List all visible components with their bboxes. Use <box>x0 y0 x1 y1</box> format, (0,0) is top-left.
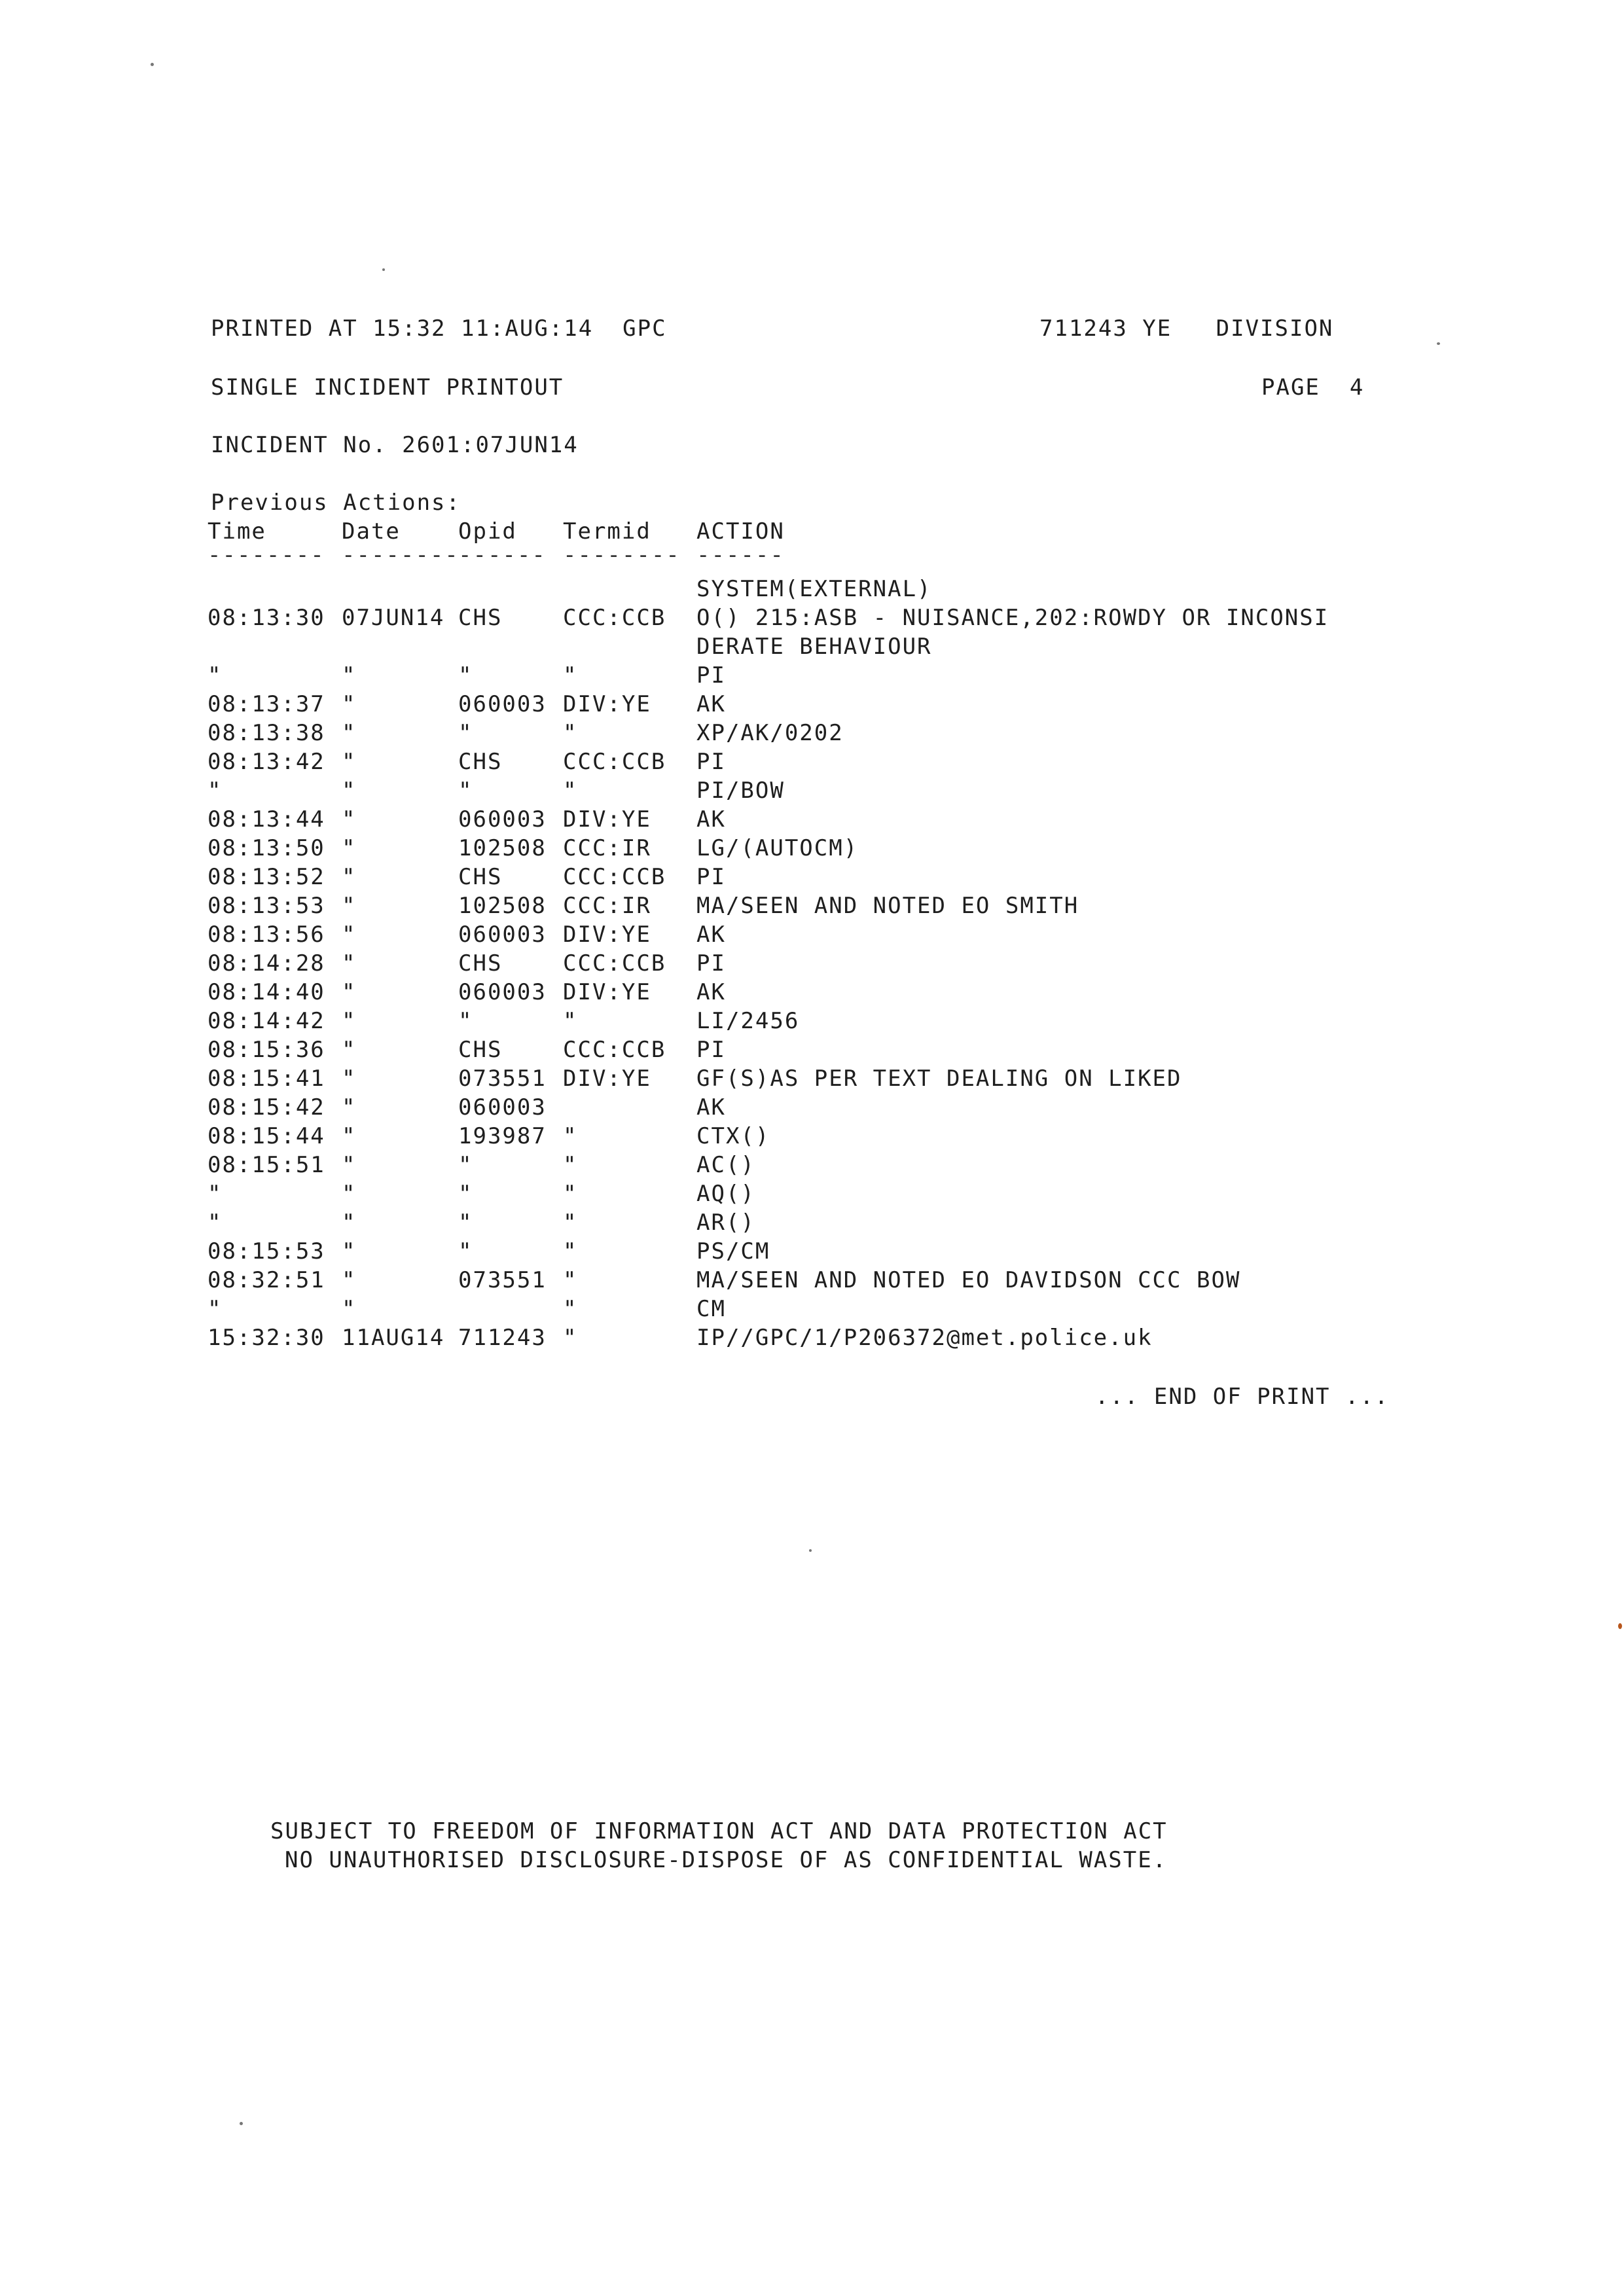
column-header-date: Date <box>342 518 401 545</box>
cell-action: AR() <box>696 1210 755 1236</box>
scan-speck <box>1437 342 1440 345</box>
cell-termid: " <box>563 1181 578 1207</box>
cell-time: 08:14:40 <box>208 979 325 1005</box>
cell-date: " <box>342 1037 357 1063</box>
cell-opid: " <box>458 1238 473 1265</box>
cell-termid: " <box>563 662 578 689</box>
cell-termid: " <box>563 1152 578 1178</box>
cell-time: " <box>208 1210 223 1236</box>
cell-termid: " <box>563 1325 578 1351</box>
cell-action: CM <box>696 1296 726 1322</box>
cell-time: 08:13:38 <box>208 720 325 746</box>
cell-date: " <box>342 1123 357 1149</box>
cell-action: LI/2456 <box>696 1008 800 1034</box>
cell-time: 08:13:37 <box>208 691 325 717</box>
cell-date: " <box>342 1296 357 1322</box>
cell-time: 08:15:36 <box>208 1037 325 1063</box>
cell-opid: " <box>458 662 473 689</box>
cell-date: " <box>342 950 357 977</box>
cell-termid: " <box>563 1210 578 1236</box>
cell-time: 08:15:51 <box>208 1152 325 1178</box>
cell-action: DERATE BEHAVIOUR <box>696 634 932 660</box>
cell-time: 08:13:52 <box>208 864 325 890</box>
cell-date: " <box>342 662 357 689</box>
cell-time: 08:14:28 <box>208 950 325 977</box>
scan-speck <box>151 63 154 66</box>
cell-termid: CCC:CCB <box>563 1037 666 1063</box>
cell-opid: 060003 <box>458 691 547 717</box>
cell-date: " <box>342 1094 357 1121</box>
cell-action: CTX() <box>696 1123 770 1149</box>
cell-date: " <box>342 922 357 948</box>
footer-notice-line-2: NO UNAUTHORISED DISCLOSURE-DISPOSE OF AS CONFIDENTIAL WASTE. <box>285 1847 1168 1873</box>
cell-date: 11AUG14 <box>342 1325 445 1351</box>
cell-time: 08:13:53 <box>208 893 325 919</box>
cell-time: 08:13:50 <box>208 835 325 861</box>
column-header-termid: Termid <box>563 518 651 545</box>
cell-time: 08:15:44 <box>208 1123 325 1149</box>
cell-opid: " <box>458 778 473 804</box>
cell-action: PI <box>696 950 726 977</box>
cell-termid: DIV:YE <box>563 691 651 717</box>
cell-action: MA/SEEN AND NOTED EO SMITH <box>696 893 1079 919</box>
cell-date: " <box>342 1008 357 1034</box>
cell-termid: " <box>563 1123 578 1149</box>
cell-time: 08:15:42 <box>208 1094 325 1121</box>
cell-action: PI <box>696 1037 726 1063</box>
cell-action: PI <box>696 864 726 890</box>
cell-date: " <box>342 1066 357 1092</box>
column-header-time: Time <box>208 518 266 545</box>
cell-date: " <box>342 1152 357 1178</box>
scan-speck <box>240 2122 243 2125</box>
cell-opid: 060003 <box>458 806 547 833</box>
cell-action: IP//GPC/1/P206372@met.police.uk <box>696 1325 1153 1351</box>
rule-termid: -------- <box>563 542 681 568</box>
cell-date: " <box>342 979 357 1005</box>
rule-opid: ------ <box>458 542 547 568</box>
cell-action: AK <box>696 979 726 1005</box>
cell-action: SYSTEM(EXTERNAL) <box>696 576 932 602</box>
cell-opid: 102508 <box>458 893 547 919</box>
cell-action: XP/AK/0202 <box>696 720 844 746</box>
cell-termid: " <box>563 778 578 804</box>
cell-date: " <box>342 1238 357 1265</box>
cell-action: AK <box>696 691 726 717</box>
cell-termid: CCC:CCB <box>563 864 666 890</box>
cell-termid: " <box>563 1267 578 1293</box>
cell-time: " <box>208 662 223 689</box>
cell-termid: CCC:IR <box>563 893 651 919</box>
cell-opid: " <box>458 1008 473 1034</box>
cell-date: " <box>342 749 357 775</box>
scan-speck <box>1618 1623 1622 1629</box>
cell-opid: " <box>458 1152 473 1178</box>
cell-opid: " <box>458 1181 473 1207</box>
cell-date: 07JUN14 <box>342 605 445 631</box>
cell-time: " <box>208 778 223 804</box>
cell-time: 08:32:51 <box>208 1267 325 1293</box>
cell-time: 08:13:42 <box>208 749 325 775</box>
cell-action: AK <box>696 922 726 948</box>
cell-time: 08:13:30 <box>208 605 325 631</box>
cell-time: 08:14:42 <box>208 1008 325 1034</box>
cell-action: AQ() <box>696 1181 755 1207</box>
cell-termid: " <box>563 1296 578 1322</box>
cell-action: O() 215:ASB - NUISANCE,202:ROWDY OR INCONSI <box>696 605 1329 631</box>
cell-termid: CCC:CCB <box>563 605 666 631</box>
cell-action: GF(S)AS PER TEXT DEALING ON LIKED <box>696 1066 1182 1092</box>
end-of-print-marker: ... END OF PRINT ... <box>1095 1384 1390 1410</box>
cell-action: PI/BOW <box>696 778 785 804</box>
cell-time: " <box>208 1181 223 1207</box>
scan-speck <box>382 268 385 271</box>
rule-date: -------- <box>342 542 460 568</box>
cell-date: " <box>342 1181 357 1207</box>
cell-date: " <box>342 720 357 746</box>
cell-opid: CHS <box>458 1037 503 1063</box>
cell-opid: CHS <box>458 605 503 631</box>
cell-action: LG/(AUTOCM) <box>696 835 859 861</box>
cell-action: PI <box>696 749 726 775</box>
cell-date: " <box>342 778 357 804</box>
column-header-action: ACTION <box>696 518 785 545</box>
cell-opid: CHS <box>458 950 503 977</box>
cell-date: " <box>342 1267 357 1293</box>
cell-termid: CCC:CCB <box>563 749 666 775</box>
cell-termid: " <box>563 1238 578 1265</box>
cell-action: AC() <box>696 1152 755 1178</box>
cell-action: MA/SEEN AND NOTED EO DAVIDSON CCC BOW <box>696 1267 1241 1293</box>
incident-number: INCIDENT No. 2601:07JUN14 <box>211 432 579 458</box>
cell-opid: CHS <box>458 749 503 775</box>
cell-time: " <box>208 1296 223 1322</box>
cell-opid: " <box>458 720 473 746</box>
cell-time: 08:15:53 <box>208 1238 325 1265</box>
cell-termid: " <box>563 1008 578 1034</box>
scan-speck <box>809 1549 812 1552</box>
cell-action: AK <box>696 1094 726 1121</box>
cell-opid: 711243 <box>458 1325 547 1351</box>
cell-time: 08:13:44 <box>208 806 325 833</box>
printed-at-line: PRINTED AT 15:32 11:AUG:14 GPC <box>211 315 667 342</box>
cell-opid: 060003 <box>458 922 547 948</box>
previous-actions-caption: Previous Actions: <box>211 490 461 516</box>
rule-action: ------ <box>696 542 785 568</box>
cell-termid: " <box>563 720 578 746</box>
cell-date: " <box>342 806 357 833</box>
cell-opid: 060003 <box>458 1094 547 1121</box>
cell-termid: CCC:IR <box>563 835 651 861</box>
cell-termid: DIV:YE <box>563 806 651 833</box>
cell-date: " <box>342 1210 357 1236</box>
cell-opid: 073551 <box>458 1066 547 1092</box>
cell-termid: DIV:YE <box>563 922 651 948</box>
cell-termid: DIV:YE <box>563 979 651 1005</box>
rule-time: -------- <box>208 542 325 568</box>
cell-opid: 102508 <box>458 835 547 861</box>
cell-date: " <box>342 864 357 890</box>
cell-termid: DIV:YE <box>563 1066 651 1092</box>
page-number: PAGE 4 <box>1261 374 1365 401</box>
cell-time: 08:15:41 <box>208 1066 325 1092</box>
footer-notice-line-1: SUBJECT TO FREEDOM OF INFORMATION ACT AND DATA PROTECTION ACT <box>270 1818 1168 1844</box>
cell-opid: 060003 <box>458 979 547 1005</box>
cell-time: 08:13:56 <box>208 922 325 948</box>
column-header-opid: Opid <box>458 518 517 545</box>
cell-opid: CHS <box>458 864 503 890</box>
cell-date: " <box>342 893 357 919</box>
document-title: SINGLE INCIDENT PRINTOUT <box>211 374 564 401</box>
cell-action: PS/CM <box>696 1238 770 1265</box>
cell-action: PI <box>696 662 726 689</box>
cell-action: AK <box>696 806 726 833</box>
cell-opid: 193987 <box>458 1123 547 1149</box>
cell-opid: " <box>458 1210 473 1236</box>
cell-termid: CCC:CCB <box>563 950 666 977</box>
cell-opid: 073551 <box>458 1267 547 1293</box>
division-line: 711243 YE DIVISION <box>1039 315 1334 342</box>
cell-date: " <box>342 691 357 717</box>
cell-time: 15:32:30 <box>208 1325 325 1351</box>
cell-date: " <box>342 835 357 861</box>
